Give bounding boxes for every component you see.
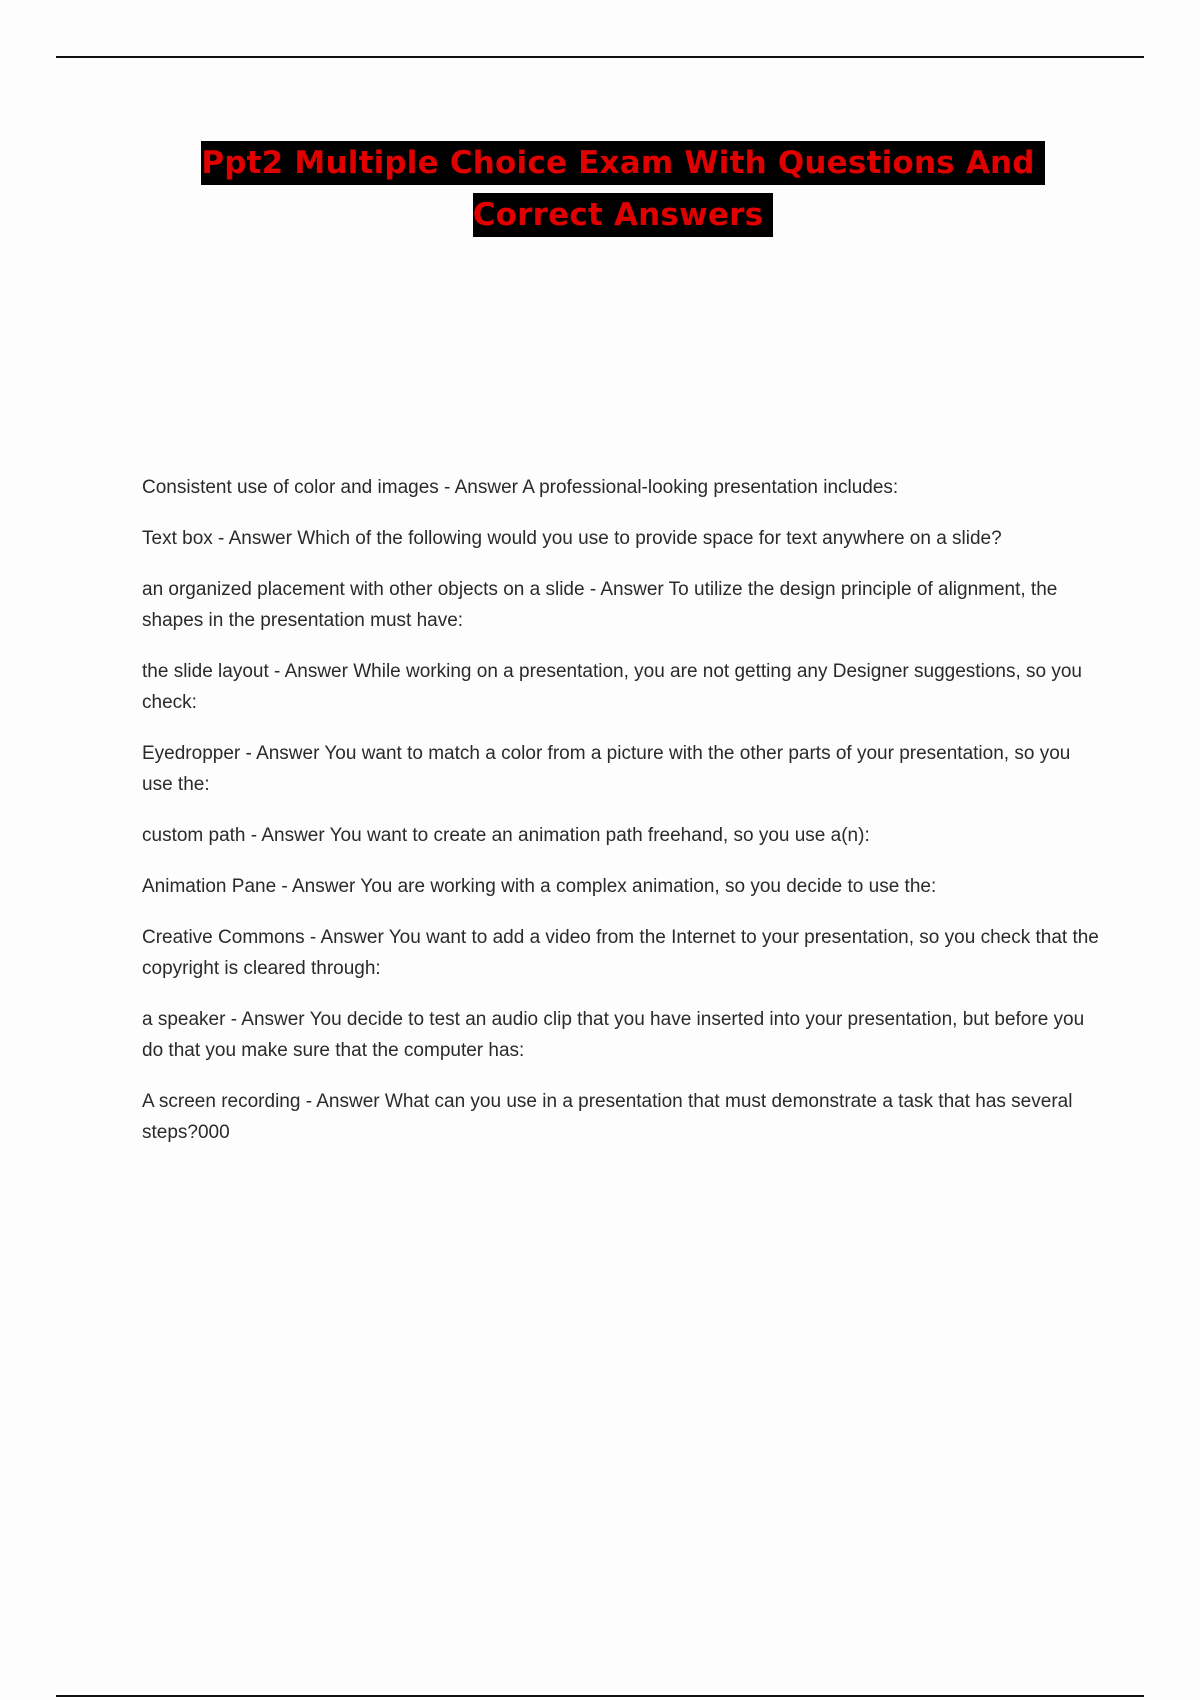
qa-entry: Text box - Answer Which of the following would you use to provide space for text anywhere on a slide? [142,528,1002,549]
qa-entry: the slide layout - Answer While working on a presentation, you are not getting any Designer suggestions, so you check: [142,661,1082,713]
qa-entry: Eyedropper - Answer You want to match a color from a picture with the other parts of your presentation, so you use the: [142,743,1071,795]
qa-entry: an organized placement with other objects on a slide - Answer To utilize the design principle of alignment, the shapes in the presentation must have: [142,579,1058,631]
qa-entry: Creative Commons - Answer You want to add a video from the Internet to your presentation, so you check that the copyright is cleared through: [142,927,1099,979]
title-line-1: Ppt2 Multiple Choice Exam With Questions And [201,141,1044,185]
qa-list [142,472,1102,1168]
qa-entry: Animation Pane - Answer You are working with a complex animation, so you decide to use the: [142,876,937,897]
title-line-2: Correct Answers [473,193,774,237]
footer-rule [56,1695,1144,1697]
qa-entry: A screen recording - Answer What can you use in a presentation that must demonstrate a task that has several steps?000 [142,1091,1073,1143]
qa-entry: custom path - Answer You want to create an animation path freehand, so you use a(n): [142,825,870,846]
qa-entry: Consistent use of color and images - Answer A professional-looking presentation includes: [142,477,899,498]
document-title [0,141,1200,237]
header-rule [56,56,1144,58]
qa-entry: a speaker - Answer You decide to test an audio clip that you have inserted into your presentation, but before you do that you make sure that the computer has: [142,1009,1085,1061]
